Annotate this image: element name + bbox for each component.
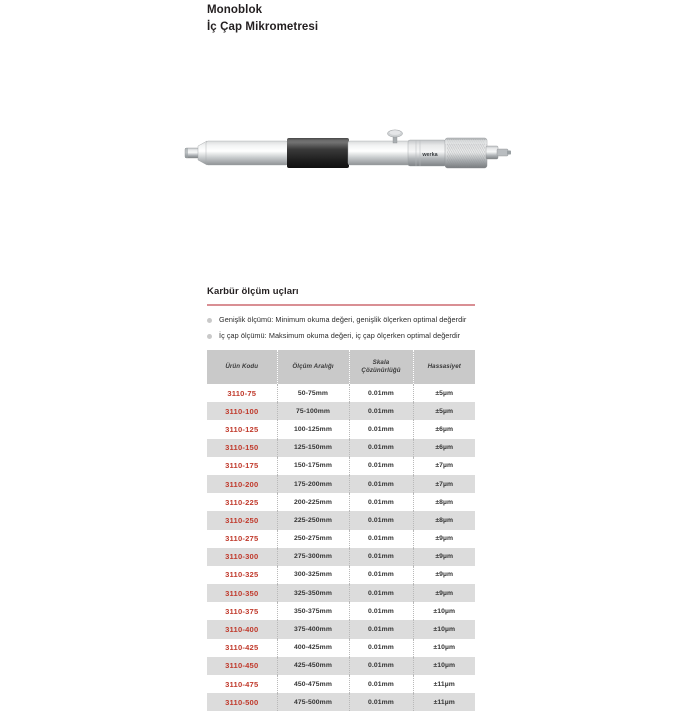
insulating-grip [287, 138, 349, 168]
cell-scale-resolution: 0.01mm [349, 457, 413, 475]
column-header-scale-resolution-line-1: Skala [372, 359, 390, 366]
column-header-scale-resolution [349, 350, 413, 384]
cell-accuracy: ±10µm [433, 607, 456, 615]
cell-accuracy: ±8µm [435, 498, 454, 506]
cell-measuring-range: 450-475mm [277, 675, 349, 693]
cell-measuring-range: 425-450mm [277, 657, 349, 675]
cell-accuracy: ±6µm [435, 444, 454, 452]
column-header-product-code: Ürün Kodu [207, 350, 277, 384]
micrometer-illustration [180, 110, 530, 200]
cell-product-code: 3110-75 [207, 384, 277, 402]
cell-accuracy: ±9µm [435, 535, 454, 543]
main-shaft-left [206, 141, 288, 165]
table-row [207, 402, 475, 420]
sleeve-barrel [408, 140, 446, 166]
cell-scale-resolution: 0.01mm [349, 511, 413, 529]
cell-measuring-range: 100-125mm [277, 420, 349, 438]
cell-measuring-range: 350-375mm [277, 602, 349, 620]
bullet-icon [207, 318, 212, 323]
cell-scale-resolution: 0.01mm [349, 530, 413, 548]
cell-scale-resolution: 0.01mm [349, 420, 413, 438]
cell-product-code: 3110-475 [207, 675, 277, 693]
table-row [207, 493, 475, 511]
cell-product-code: 3110-100 [207, 402, 277, 420]
table-row [207, 657, 475, 675]
cell-measuring-range: 200-225mm [277, 493, 349, 511]
cell-scale-resolution: 0.01mm [349, 620, 413, 638]
section-divider [207, 304, 475, 306]
cell-measuring-range: 325-350mm [277, 584, 349, 602]
cell-measuring-range: 375-400mm [277, 620, 349, 638]
left-collar [198, 141, 207, 165]
cell-scale-resolution: 0.01mm [349, 384, 413, 402]
table-row [207, 511, 475, 529]
table-row [207, 675, 475, 693]
table-row [207, 584, 475, 602]
cell-measuring-range: 225-250mm [277, 511, 349, 529]
knurled-thimble [445, 138, 487, 168]
cell-accuracy: ±10µm [433, 644, 456, 652]
cell-product-code: 3110-200 [207, 475, 277, 493]
cell-product-code: 3110-150 [207, 439, 277, 457]
page-title-line-1: Monoblok [207, 4, 263, 16]
list-item [207, 331, 475, 341]
cell-measuring-range: 300-325mm [277, 566, 349, 584]
cell-product-code: 3110-225 [207, 493, 277, 511]
cell-measuring-range: 275-300mm [277, 548, 349, 566]
cell-scale-resolution: 0.01mm [349, 475, 413, 493]
bullet-text: Genişlik ölçümü: Minimum okuma değeri, genişlik ölçerken optimal değerdir [219, 314, 467, 324]
main-shaft-right [348, 141, 410, 165]
cell-scale-resolution: 0.01mm [349, 493, 413, 511]
cell-scale-resolution: 0.01mm [349, 693, 413, 711]
cell-measuring-range: 475-500mm [277, 693, 349, 711]
cell-accuracy: ±9µm [435, 589, 454, 597]
cell-product-code: 3110-375 [207, 602, 277, 620]
cell-measuring-range: 125-150mm [277, 439, 349, 457]
cell-scale-resolution: 0.01mm [349, 548, 413, 566]
table-body [207, 384, 475, 711]
cell-measuring-range: 150-175mm [277, 457, 349, 475]
cell-scale-resolution: 0.01mm [349, 566, 413, 584]
cell-product-code: 3110-300 [207, 548, 277, 566]
cell-measuring-range: 50-75mm [277, 384, 349, 402]
cell-product-code: 3110-275 [207, 530, 277, 548]
table-row [207, 693, 475, 711]
table-row [207, 475, 475, 493]
table-row [207, 384, 475, 402]
cell-product-code: 3110-325 [207, 566, 277, 584]
carbide-heading: Karbür ölçüm uçları [207, 286, 299, 297]
cell-accuracy: ±11µm [433, 698, 455, 706]
table-row [207, 439, 475, 457]
cell-product-code: 3110-425 [207, 639, 277, 657]
list-item [207, 315, 475, 325]
cell-scale-resolution: 0.01mm [349, 439, 413, 457]
cell-product-code: 3110-125 [207, 420, 277, 438]
cell-measuring-range: 400-425mm [277, 639, 349, 657]
cell-product-code: 3110-500 [207, 693, 277, 711]
table-row [207, 548, 475, 566]
cell-measuring-range: 175-200mm [277, 475, 349, 493]
cell-measuring-range: 75-100mm [277, 402, 349, 420]
cell-accuracy: ±10µm [433, 662, 456, 670]
table-row [207, 639, 475, 657]
cell-accuracy: ±6µm [435, 425, 454, 433]
cell-product-code: 3110-450 [207, 657, 277, 675]
specification-table [207, 350, 475, 711]
cell-product-code: 3110-175 [207, 457, 277, 475]
cell-accuracy: ±8µm [435, 516, 454, 524]
cell-accuracy: ±7µm [435, 480, 454, 488]
specification-table-container [207, 350, 475, 711]
table-row [207, 530, 475, 548]
cell-accuracy: ±5µm [435, 389, 454, 397]
column-header-scale-resolution-line-2: Çözünürlüğü [361, 367, 401, 374]
cell-scale-resolution: 0.01mm [349, 602, 413, 620]
cell-accuracy: ±10µm [433, 626, 456, 634]
page-title-line-2: İç Çap Mikrometresi [207, 21, 319, 33]
table-row [207, 420, 475, 438]
bullet-icon [207, 334, 212, 339]
cell-accuracy: ±11µm [433, 680, 455, 688]
carbide-tips-section [207, 286, 475, 347]
cell-product-code: 3110-400 [207, 620, 277, 638]
cell-scale-resolution: 0.01mm [349, 584, 413, 602]
cell-scale-resolution: 0.01mm [349, 657, 413, 675]
cell-scale-resolution: 0.01mm [349, 402, 413, 420]
cell-accuracy: ±9µm [435, 553, 454, 561]
table-header-row [207, 350, 475, 384]
brand-label: werka [422, 152, 438, 158]
right-measuring-tip [486, 146, 511, 159]
cell-product-code: 3110-350 [207, 584, 277, 602]
cell-product-code: 3110-250 [207, 511, 277, 529]
cell-scale-resolution: 0.01mm [349, 639, 413, 657]
column-header-measuring-range: Ölçüm Aralığı [277, 350, 349, 384]
page-title [207, 2, 507, 36]
table-row [207, 457, 475, 475]
table-row [207, 566, 475, 584]
cell-scale-resolution: 0.01mm [349, 675, 413, 693]
cell-accuracy: ±7µm [435, 462, 454, 470]
bullet-text: İç çap ölçümü: Maksimum okuma değeri, iç çap ölçerken optimal değerdir [219, 330, 461, 340]
table-row [207, 602, 475, 620]
cell-measuring-range: 250-275mm [277, 530, 349, 548]
column-header-accuracy: Hassasiyet [413, 350, 475, 384]
cell-accuracy: ±9µm [435, 571, 454, 579]
left-anvil-tip [185, 148, 199, 158]
product-photo [180, 110, 530, 200]
cell-accuracy: ±5µm [435, 407, 454, 415]
table-row [207, 620, 475, 638]
